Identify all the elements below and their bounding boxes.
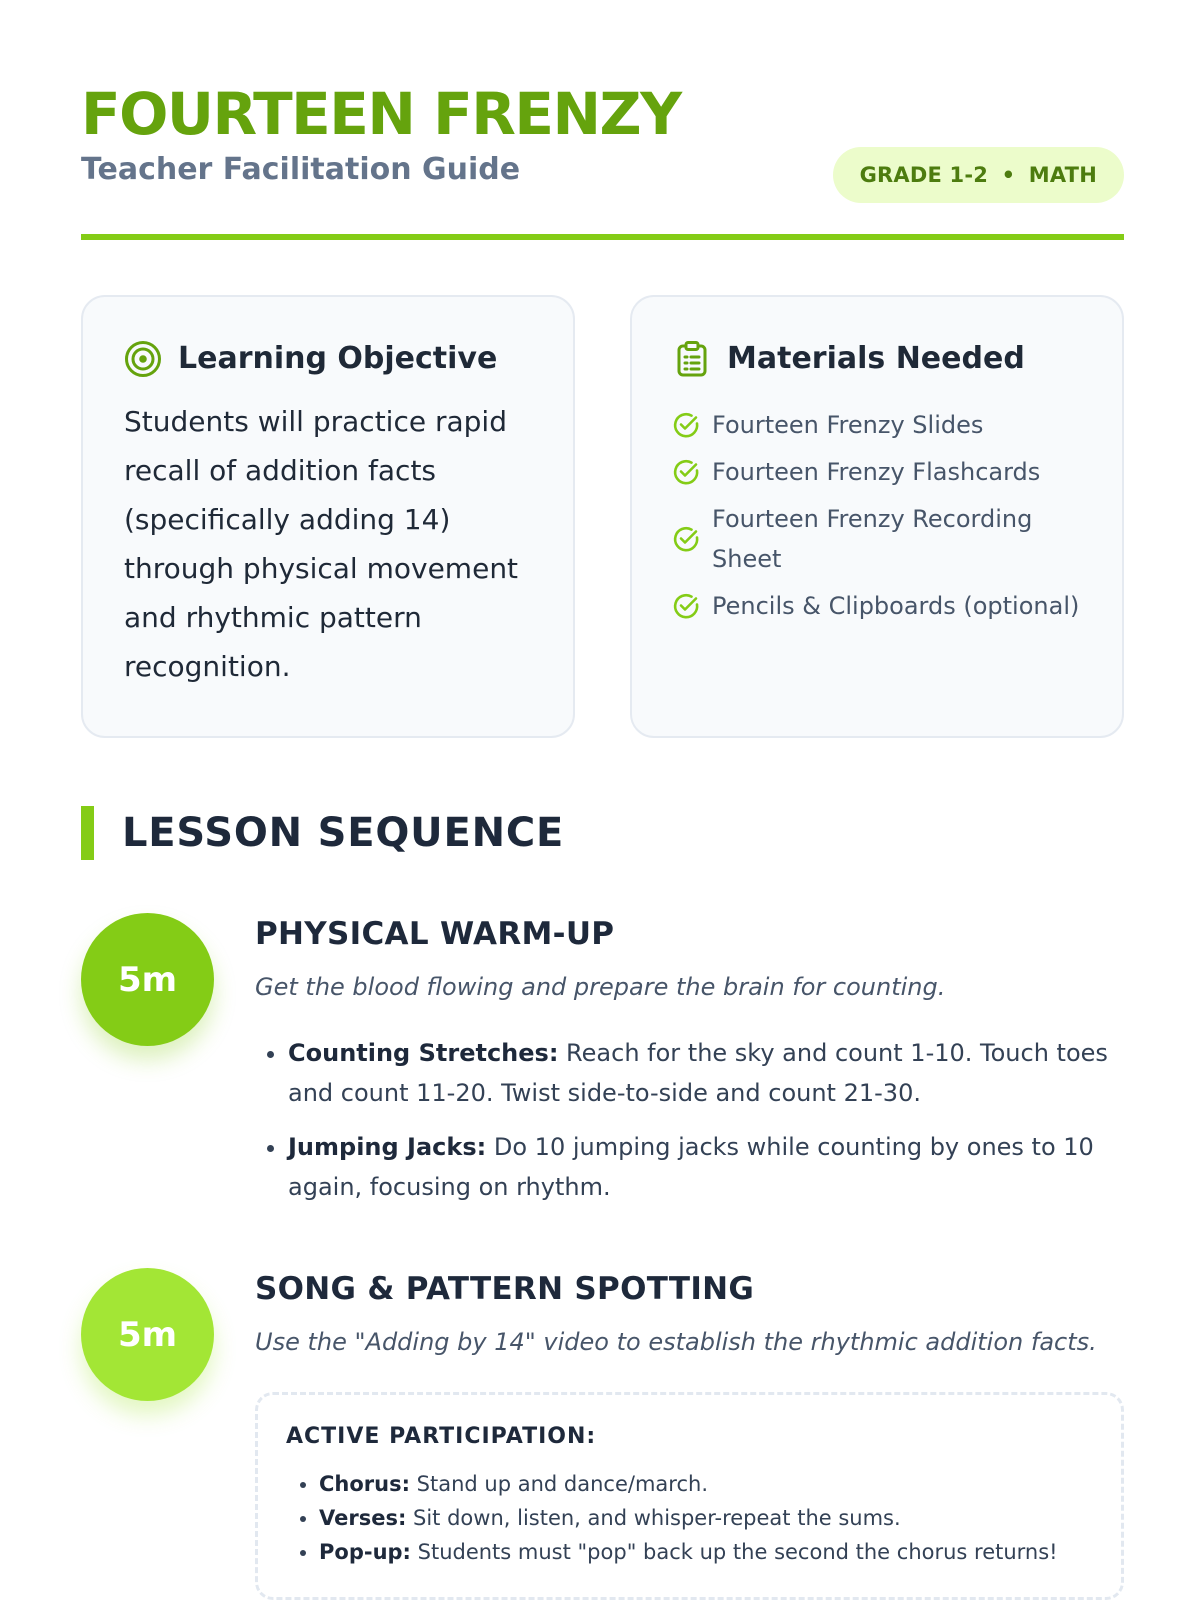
grade-subject-badge	[833, 147, 1124, 203]
activity-text: Do 10 jumping jacks while counting by ones to 10 again, focusing on rhythm.	[288, 1133, 1094, 1201]
section-accent-bar	[81, 806, 94, 860]
check-circle-icon	[672, 525, 700, 553]
header-divider	[81, 234, 1124, 240]
step-description: Use the "Adding by 14" video to establish the rhythmic addition facts.	[255, 1328, 1097, 1356]
clipboard-icon	[673, 340, 711, 378]
participation-label: Chorus:	[319, 1472, 410, 1496]
check-circle-icon	[672, 458, 700, 486]
materials-heading: Materials Needed	[727, 341, 1025, 376]
lesson-sequence-heading: LESSON SEQUENCE	[122, 810, 565, 856]
learning-objective-text: Students will practice rapid recall of addition facts (specifically adding 14) through physical movement and rhythmic pattern recognition.	[124, 405, 519, 683]
step-song-pattern-spotting	[255, 1268, 1124, 1600]
materials-card	[630, 295, 1124, 738]
materials-item	[672, 586, 1092, 626]
materials-header	[673, 335, 1025, 383]
step-duration-badge: 5m	[81, 1268, 214, 1401]
activity-text: Reach for the sky and count 1-10. Touch toes and count 11-20. Twist side-to-side and count 21-30.	[288, 1039, 1108, 1107]
materials-list	[672, 405, 1092, 633]
lesson-guide-page	[81, 0, 1124, 1600]
learning-objective-header	[124, 335, 497, 383]
materials-item	[672, 499, 1092, 579]
activity-label: Counting Stretches:	[288, 1039, 559, 1067]
participation-list	[286, 1467, 1121, 1569]
badge-grade: GRADE 1-2	[859, 163, 989, 187]
step-duration-badge: 5m	[81, 913, 214, 1046]
check-circle-icon	[672, 411, 700, 439]
materials-item-label: Fourteen Frenzy Flashcards	[712, 458, 1041, 486]
participation-text: Students must "pop" back up the second the chorus returns!	[410, 1540, 1058, 1564]
materials-item	[672, 452, 1092, 492]
lesson-sequence-header	[81, 806, 564, 860]
list-item	[319, 1501, 1121, 1535]
page-title: FOURTEEN FRENZY	[81, 80, 681, 148]
list-item	[288, 1033, 1124, 1113]
materials-item-label: Fourteen Frenzy Slides	[712, 411, 984, 439]
materials-item-label: Pencils & Clipboards (optional)	[712, 592, 1080, 620]
list-item	[319, 1535, 1121, 1569]
materials-item	[672, 405, 1092, 445]
target-icon	[124, 340, 162, 378]
check-circle-icon	[672, 592, 700, 620]
participation-text: Stand up and dance/march.	[410, 1472, 708, 1496]
list-item	[319, 1467, 1121, 1501]
materials-item-label: Fourteen Frenzy Recording Sheet	[712, 505, 1033, 573]
badge-subject: MATH	[1028, 163, 1097, 187]
learning-objective-heading: Learning Objective	[178, 341, 498, 376]
list-item	[288, 1127, 1124, 1207]
activity-label: Jumping Jacks:	[288, 1133, 487, 1161]
page-subtitle: Teacher Facilitation Guide	[81, 152, 521, 187]
learning-objective-card	[81, 295, 575, 738]
step-description: Get the blood flowing and prepare the brain for counting.	[255, 973, 946, 1001]
step-physical-warm-up	[255, 913, 1124, 1221]
participation-label: Verses:	[319, 1506, 407, 1530]
step-title: SONG & PATTERN SPOTTING	[255, 1271, 755, 1307]
step-activity-list	[255, 1033, 1124, 1207]
active-participation-box	[255, 1392, 1124, 1600]
active-participation-heading: ACTIVE PARTICIPATION:	[286, 1424, 597, 1449]
participation-label: Pop-up:	[319, 1540, 411, 1564]
badge-separator: •	[1001, 163, 1016, 187]
step-title: PHYSICAL WARM-UP	[255, 916, 615, 952]
participation-text: Sit down, listen, and whisper-repeat the sums.	[406, 1506, 901, 1530]
